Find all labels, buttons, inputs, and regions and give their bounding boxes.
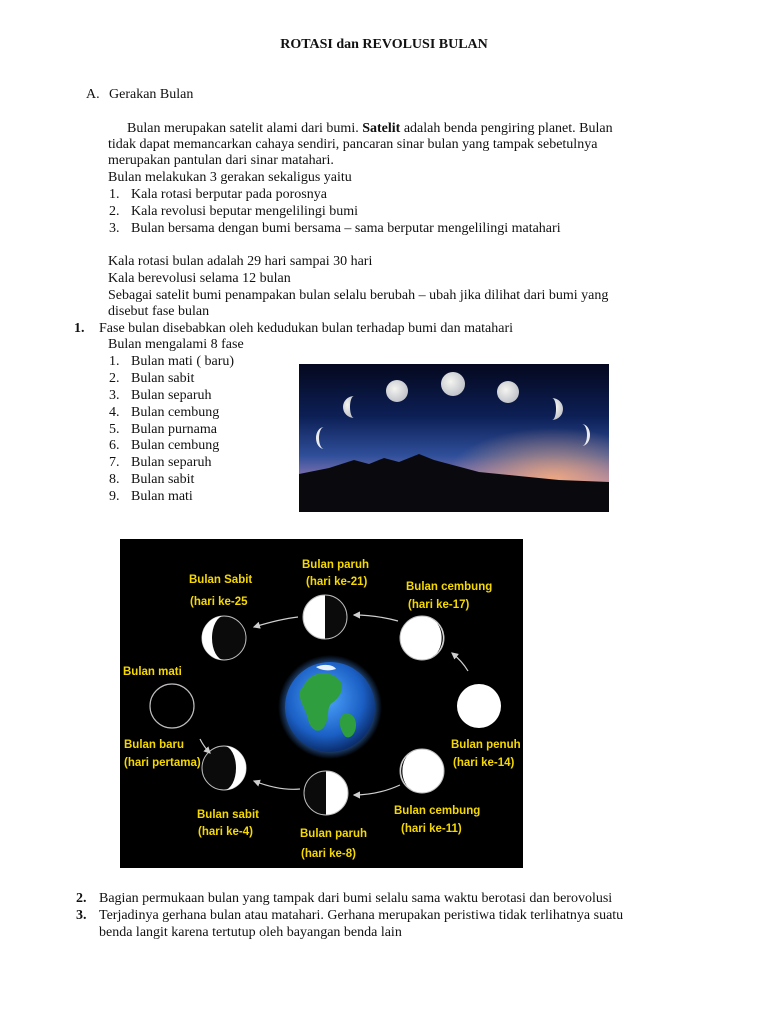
section-a-heading: Gerakan Bulan [109,87,194,102]
moon-top-left [202,616,246,660]
movement-item: Kala rotasi berputar pada porosnya [131,187,327,202]
phase-number: 4. [109,405,120,420]
label-bottom-right-day: (hari ke-11) [401,823,462,835]
phase-intro-line-2: disebut fase bulan [108,304,210,319]
movement-item: Bulan bersama dengan bumi bersama – sama berputar mengelilingi matahari [131,221,561,236]
movement-number: 2. [109,204,120,219]
lunar-phase-diagram [120,539,523,868]
point-3-line-2: benda langit karena tertutup oleh bayangan benda lain [99,925,402,940]
label-top-right-name: Bulan cembung [406,581,493,593]
point-2-text: Bagian permukaan bulan yang tampak dari bumi selalu sama waktu berotasi dan berovolusi [99,891,613,906]
label-top-name: Bulan paruh [302,559,370,571]
point-2-marker: 2. [76,891,87,906]
phase-item: Bulan mati [131,489,193,504]
phase-number: 5. [109,422,120,437]
moon-top [303,595,347,639]
label-left-low-day: (hari pertama) [124,757,201,769]
phase-item: Bulan cembung [131,405,220,420]
movement-number: 3. [109,221,120,236]
phase-item: Bulan mati ( baru) [131,354,235,369]
phase-number: 2. [109,371,120,386]
intro-bold-satelit: Satelit [362,121,401,136]
phase-number: 6. [109,438,120,453]
label-right-day: (hari ke-14) [453,757,515,769]
section-a-marker: A. [86,87,100,102]
label-bottom-left-day: (hari ke-4) [198,826,253,838]
label-top-left-name: Bulan Sabit [189,574,253,586]
phase-item: Bulan cembung [131,438,220,453]
moon-top-right [400,616,466,660]
moon-right [457,684,501,728]
label-top-day: (hari ke-21) [306,576,368,588]
intro-line-2: tidak dapat memancarkan cahaya sendiri, pancaran sinar bulan yang tampak sebetulnya [108,137,598,152]
phase-intro-line-1: Sebagai satelit bumi penampakan bulan selalu berubah – ubah jika dilihat dari bumi yang [108,288,609,303]
moon-bottom-left [202,746,246,790]
label-left-low-name: Bulan baru [124,739,185,751]
phase-number: 8. [109,472,120,487]
intro-line-4: Bulan melakukan 3 gerakan sekaligus yaitu [108,170,352,185]
page-title: ROTASI dan REVOLUSI BULAN [280,37,488,52]
label-bottom-name: Bulan paruh [300,828,368,840]
moon-bottom-right [400,749,444,793]
label-right-name: Bulan penuh [451,739,521,751]
point-3-line-1: Terjadinya gerhana bulan atau matahari. Gerhana merupakan peristiwa tidak terlihatnya suatu [99,908,624,923]
label-bottom-day: (hari ke-8) [301,848,356,860]
label-top-right-day: (hari ke-17) [408,599,470,611]
label-left-name: Bulan mati [123,666,182,678]
point-1-marker: 1. [74,321,85,336]
phase-number: 9. [109,489,120,504]
point-1-sub: Bulan mengalami 8 fase [108,337,244,352]
phase-number: 7. [109,455,120,470]
movement-item: Kala revolusi beputar mengelilingi bumi [131,204,359,219]
phase-item: Bulan separuh [131,388,212,403]
phase-number: 3. [109,388,120,403]
point-1-text: Fase bulan disebabkan oleh kedudukan bulan terhadap bumi dan matahari [99,321,514,336]
intro-line-3: merupakan pantulan dari sinar matahari. [108,153,334,168]
revolution-period: Kala berevolusi selama 12 bulan [108,271,291,286]
moon-phases-photo [299,364,609,512]
moon-bottom [304,771,348,815]
phase-number: 1. [109,354,120,369]
phase-item: Bulan sabit [131,472,195,487]
label-bottom-left-name: Bulan sabit [197,809,259,821]
movement-number: 1. [109,187,120,202]
intro-text-2: adalah benda pengiring planet. Bulan [400,121,613,136]
point-3-marker: 3. [76,908,87,923]
earth [278,655,382,759]
label-top-left-day: (hari ke-25 [190,596,248,608]
rotation-period: Kala rotasi bulan adalah 29 hari sampai 30 hari [108,254,373,269]
phase-item: Bulan purnama [131,422,217,437]
intro-line-1 [127,120,613,137]
phase-item: Bulan sabit [131,371,195,386]
intro-text-1: Bulan merupakan satelit alami dari bumi. [127,121,363,136]
label-bottom-right-name: Bulan cembung [394,805,481,817]
moon-left [150,684,194,728]
phase-item: Bulan separuh [131,455,212,470]
